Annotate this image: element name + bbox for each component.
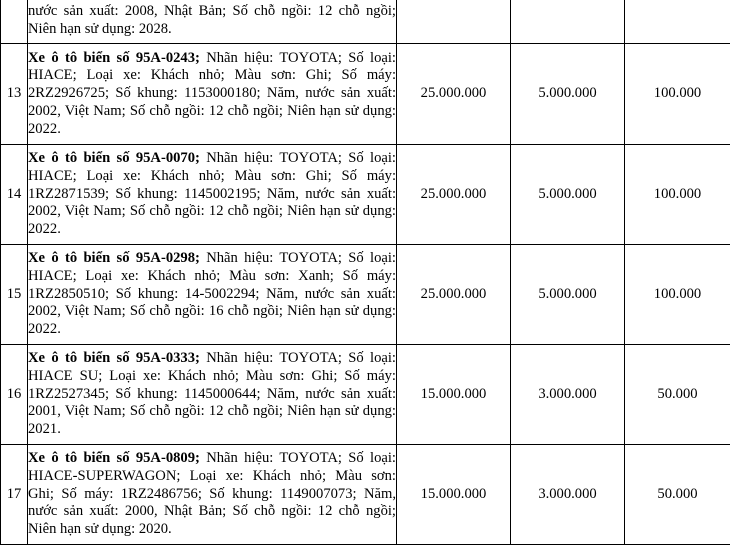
vehicle-plate-label: Xe ô tô biển số 95A-0298;: [28, 250, 200, 266]
fee-cell: 50.000: [625, 345, 730, 445]
stt-cell: 13: [1, 44, 28, 145]
description-line: 2RZ2926725; Số khung: 1153000180; Năm, nước sản xuất:: [28, 85, 396, 103]
description-line: 2002, Việt Nam; Số chỗ ngồi: 12 chỗ ngồi; Niên hạn sử dụng:: [28, 203, 396, 221]
price-cell: 25.000.000: [397, 245, 511, 345]
description-cell: [28, 145, 397, 245]
price-cell: [397, 0, 511, 44]
fee-cell: 100.000: [625, 145, 730, 245]
description-line: HIACE; Loại xe: Khách nhỏ; Màu sơn: Xanh; Số máy:: [28, 268, 396, 286]
description-line: HIACE-SUPERWAGON; Loại xe: Khách nhỏ; Màu sơn:: [28, 468, 396, 486]
description-cell: [28, 0, 397, 44]
table-row: [1, 345, 730, 445]
price-cell: 25.000.000: [397, 44, 511, 145]
description-text: Nhãn hiệu: TOYOTA; Số loại:: [206, 350, 396, 366]
description-line: 1RZ2850510; Số khung: 14-5002294; Năm, nước sản xuất:: [28, 286, 396, 304]
description-text: Nhãn hiệu: TOYOTA; Số loại:: [206, 50, 396, 66]
description-line: 2022.: [28, 221, 396, 239]
price-cell: 15.000.000: [397, 345, 511, 445]
table-row: [1, 145, 730, 245]
table-body: [1, 0, 730, 545]
description-line: HIACE; Loại xe: Khách nhỏ; Màu sơn: Ghi; Số máy:: [28, 168, 396, 186]
description-line: 2002, Việt Nam; Số chỗ ngồi: 12 chỗ ngồi; Niên hạn sử dụng:: [28, 103, 396, 121]
description-line: Ghi; Số máy: 1RZ2486756; Số khung: 1149007073; Năm,: [28, 486, 396, 504]
description-text: Nhãn hiệu: TOYOTA; Số loại:: [206, 450, 396, 466]
description-line: 2022.: [28, 321, 396, 339]
stt-cell: 17: [1, 445, 28, 545]
vehicle-plate-label: Xe ô tô biển số 95A-0809;: [28, 450, 200, 466]
description-line: [28, 250, 396, 268]
description-line: Niên hạn sử dụng: 2028.: [28, 21, 396, 39]
description-line: Niên hạn sử dụng: 2020.: [28, 521, 396, 539]
table-row: [1, 0, 730, 44]
table-row: [1, 445, 730, 545]
description-line: 1RZ2871539; Số khung: 1145002195; Năm, nước sản xuất:: [28, 186, 396, 204]
price-cell: 15.000.000: [397, 445, 511, 545]
deposit-cell: 3.000.000: [511, 345, 625, 445]
deposit-cell: 3.000.000: [511, 445, 625, 545]
description-line: [28, 350, 396, 368]
description-line: nước sản xuất: 2008, Nhật Bản; Số chỗ ngồi: 12 chỗ ngồi;: [28, 3, 396, 21]
description-cell: [28, 445, 397, 545]
description-text: Nhãn hiệu: TOYOTA; Số loại:: [206, 150, 396, 166]
description-cell: [28, 245, 397, 345]
description-line: nước sản xuất: 2000, Nhật Bản; Số chỗ ngồi: 12 chỗ ngồi;: [28, 503, 396, 521]
vehicle-plate-label: Xe ô tô biển số 95A-0333;: [28, 350, 200, 366]
fee-cell: 100.000: [625, 44, 730, 145]
description-line: 2002, Việt Nam; Số chỗ ngồi: 16 chỗ ngồi; Niên hạn sử dụng:: [28, 303, 396, 321]
stt-cell: 16: [1, 345, 28, 445]
fee-cell: [625, 0, 730, 44]
stt-cell: 14: [1, 145, 28, 245]
vehicle-plate-label: Xe ô tô biển số 95A-0070;: [28, 150, 200, 166]
fee-cell: 100.000: [625, 245, 730, 345]
stt-cell: [1, 0, 28, 44]
deposit-cell: [511, 0, 625, 44]
table-row: [1, 44, 730, 145]
description-line: HIACE; Loại xe: Khách nhỏ; Màu sơn: Ghi; Số máy:: [28, 67, 396, 85]
description-line: 2021.: [28, 421, 396, 439]
deposit-cell: 5.000.000: [511, 245, 625, 345]
description-line: [28, 150, 396, 168]
deposit-cell: 5.000.000: [511, 44, 625, 145]
description-cell: [28, 345, 397, 445]
deposit-cell: 5.000.000: [511, 145, 625, 245]
vehicle-plate-label: Xe ô tô biển số 95A-0243;: [28, 50, 200, 66]
description-line: [28, 50, 396, 68]
table-row: [1, 245, 730, 345]
description-line: 2001, Việt Nam; Số chỗ ngồi: 12 chỗ ngồi; Niên hạn sử dụng:: [28, 403, 396, 421]
description-cell: [28, 44, 397, 145]
fee-cell: 50.000: [625, 445, 730, 545]
description-line: 1RZ2527345; Số khung: 1145000644; Năm, nước sản xuất:: [28, 386, 396, 404]
description-line: [28, 450, 396, 468]
description-text: Nhãn hiệu: TOYOTA; Số loại:: [206, 250, 396, 266]
price-cell: 25.000.000: [397, 145, 511, 245]
description-line: 2022.: [28, 121, 396, 139]
stt-cell: 15: [1, 245, 28, 345]
description-line: HIACE SU; Loại xe: Khách nhỏ; Màu sơn: Ghi; Số máy:: [28, 368, 396, 386]
